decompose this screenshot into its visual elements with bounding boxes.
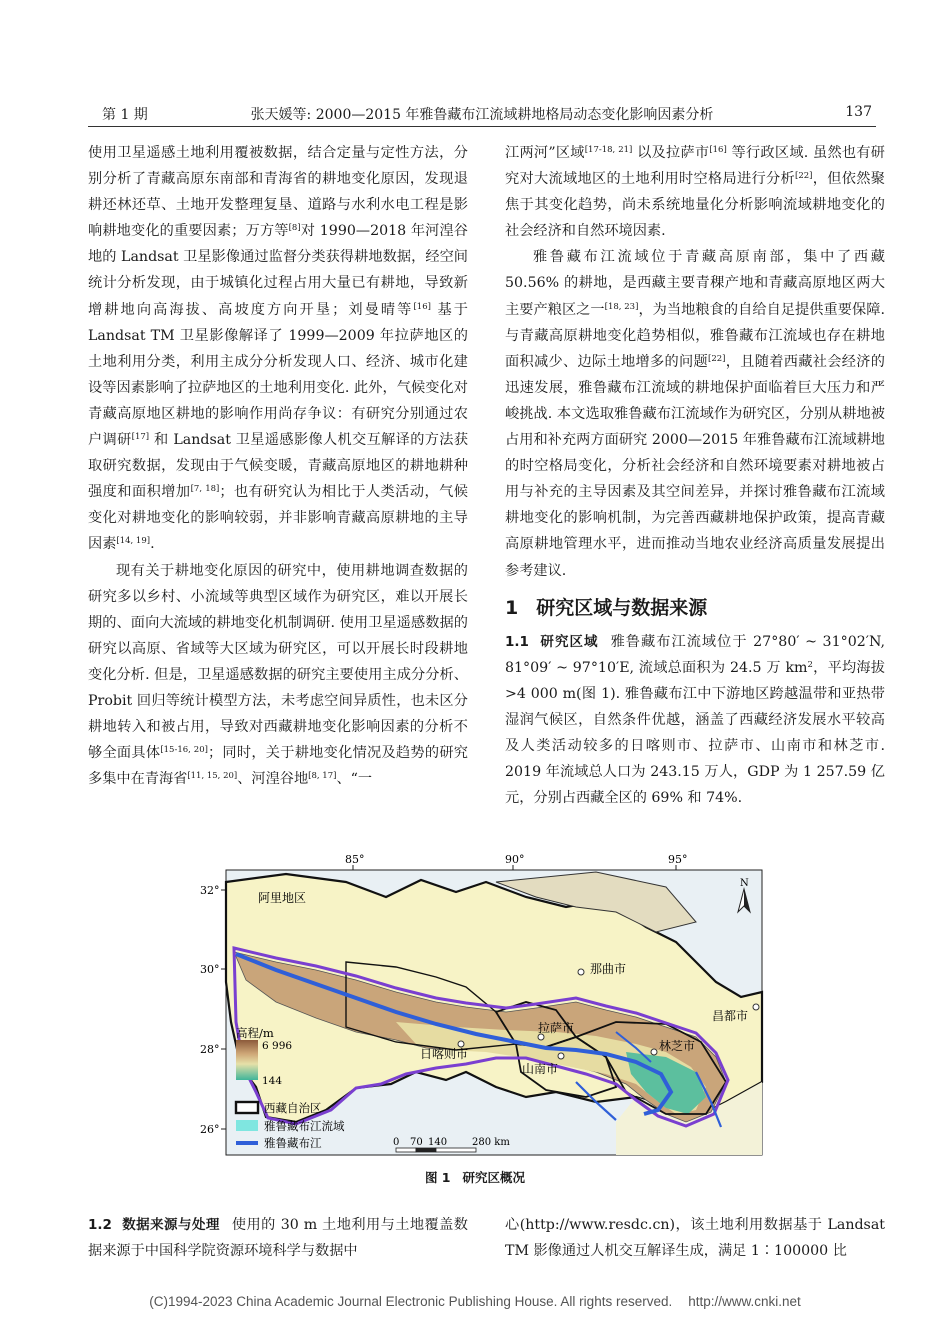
issue-number: 第 1 期: [102, 107, 148, 123]
bottom-left-column: [88, 1212, 468, 1264]
elevation-ramp: [236, 1040, 258, 1080]
text-run: 使用卫星遥感土地利用覆被数据，结合定量与定性方法，分别分析了青藏高原东南部和青海省的耕地变化原因，发现退耕还林还草、土地开发整理复垦、道路与水利水电工程是影响耕地变化的重要因素；万方等: [88, 145, 468, 240]
scale-segment: [396, 1148, 416, 1152]
copyright-text: (C)1994-2023 China Academic Journal Electronic Publishing House. All rights reserved.: [149, 1294, 673, 1309]
subsection-title: 数据来源与处理: [122, 1217, 220, 1233]
section-heading: [505, 593, 885, 623]
lat-label: 32°: [200, 884, 220, 897]
label-changdu: 昌都市: [712, 1009, 749, 1023]
text-run: 和 Landsat 卫星遥感影像人机交互解译的方法获取研究数据，发现由于气候变暖，青藏高原地区的耕地耕种强度和面积增加: [88, 432, 469, 501]
citation: [22]: [795, 171, 813, 182]
scale-label: 70: [410, 1137, 423, 1148]
scale-segment: [436, 1148, 476, 1152]
text-run: 江两河”区域: [505, 145, 585, 161]
running-header: [88, 102, 876, 127]
citation: [16]: [413, 301, 431, 312]
citation: [8, 17]: [308, 771, 337, 782]
paragraph: [505, 140, 885, 244]
text-run: ，但依然聚焦于其变化趋势，尚未系统地量化分析影响流域耕地变化的社会经济和自然环境因素.: [505, 171, 885, 240]
text-run: ，为当地粮食的自给自足提供重要保障. 与青藏高原耕地变化趋势相似，雅鲁藏布江流域也存在耕地面积减少、边际土地增多的问题: [505, 301, 885, 370]
text-run: ，平均海拔>4 000 m(图 1). 雅鲁藏布江中下游地区跨越温带和亚热带湿润气候区，自然条件优越，涵盖了西藏经济发展水平较高及人类活动较多的日喀则市、拉萨市、山南市和林芝市. 2019 年流域总人口为 243.15 万人，GDP 为 1 257.59 亿元，分别占西藏全区的 69% 和 74%.: [505, 659, 885, 807]
figure-caption: [0, 1168, 950, 1186]
right-column: [505, 140, 885, 811]
figure-number: 图 1: [424, 1170, 451, 1185]
text-run: ，且随着西藏社会经济的迅速发展，雅鲁藏布江流域的耕地保护面临着巨大压力和严峻挑战. 本文选取雅鲁藏布江流域作为研究区，分别从耕地被占用和补充两方面研究 2000—2015 年雅鲁藏布江流域耕地的时空格局变化，分析社会经济和自然环境要素对耕地被占用与补充的主导因素及其空间差异，并探讨雅鲁藏布江流域耕地变化的影响机制，为完善西藏耕地保护政策，提高青藏高原耕地管理水平，进而推动当地农业经济高质量发展提出参考建议.: [505, 353, 885, 579]
text-run: 雅鲁藏布江流域位于青藏高原南部，集中了西藏 50.56% 的耕地，是西藏主要青稞产地和青藏高原地区两大主要产粮区之一: [505, 249, 885, 318]
legend-label-river: 雅鲁藏布江: [264, 1136, 322, 1150]
lon-label: 90°: [505, 853, 525, 866]
figure-title: 研究区概况: [462, 1170, 526, 1185]
text-run: 心(http://www.resdc.cn)，该土地利用数据基于 Landsat TM 影像通过人机交互解译生成，满足 1∶100000 比: [505, 1217, 885, 1260]
text-run: 现有关于耕地变化原因的研究中，使用耕地调查数据的研究多以乡村、小流域等典型区域作为研究区，难以开展长期的、面向大流域的耕地变化机制调研. 使用卫星遥感数据的研究以高原、省域等大区域为研究区，可以开展长时段耕地变化分析. 但是，卫星遥感数据的研究主要使用主成分分析、Probit 回归等统计模型方法，未考虑空间异质性，也未区分耕地转入和被占用，导致对西藏耕地变化影响因素的分析不够全面具体: [88, 562, 468, 762]
lon-label: 85°: [345, 853, 365, 866]
study-area-map: [196, 852, 772, 1166]
text-run: ；也有研究认为相比于人类活动，气候变化对耕地变化的影响较弱，并非影响青藏高原耕地的主导因素: [88, 484, 468, 553]
paragraph: [505, 1212, 885, 1264]
text-run: 、河湟谷地: [237, 771, 309, 788]
label-shannan: 山南市: [522, 1062, 559, 1076]
elevation-max: 6 996: [262, 1040, 293, 1052]
paragraph: [505, 244, 885, 583]
lon-label: 95°: [668, 853, 688, 866]
changdu-point: [753, 1004, 759, 1010]
citation: [22]: [708, 353, 726, 364]
paragraph: [88, 558, 468, 793]
paragraph: [88, 1212, 468, 1264]
subsection-heading: [88, 1217, 220, 1233]
shannan-point: [558, 1053, 564, 1059]
text-run: 、“一: [336, 771, 373, 788]
paragraph: [505, 629, 885, 812]
bottom-right-column: [505, 1212, 885, 1264]
label-rikaze: 日喀则市: [420, 1047, 469, 1061]
lat-label: 28°: [200, 1043, 220, 1056]
subsection-title: 研究区域: [540, 633, 599, 650]
citation: [7, 18]: [190, 484, 220, 495]
subsection-number: 1.1: [505, 633, 529, 650]
citation: [11, 15, 20]: [187, 771, 238, 782]
legend-label-tibet: 西藏自治区: [264, 1101, 322, 1115]
page-number: 137: [845, 104, 872, 120]
citation: [8]: [288, 223, 301, 234]
paragraph: [88, 140, 468, 558]
subsection-heading: [505, 634, 599, 650]
label-ali: 阿里地区: [258, 891, 307, 905]
text-run: 基于 Landsat TM 卫星影像解译了 1999—2009 年拉萨地区的土地利用分类，利用主成分分析发现人口、经济、城市化建设等因素影响了拉萨地区的土地利用变化. 此外，气候变化对青藏高原地区耕地的影响作用尚存争议：有研究分别通过农户调研: [88, 301, 468, 449]
text-run: 等行政区域. 虽然也有研究对大流域地区的土地利用时空格局进行分析: [505, 145, 885, 188]
legend-label-basin: 雅鲁藏布江流域: [264, 1119, 345, 1133]
section-number: 1: [505, 596, 519, 619]
elevation-title: 高程/m: [236, 1026, 274, 1040]
scale-segment: [416, 1148, 436, 1152]
text-run: 雅鲁藏布江流域位于 27°80′ ~ 31°02′N, 81°09′ ~ 97°10′E, 流域总面积为 24.5 万 km: [505, 633, 885, 676]
text-run: ；同时，关于耕地变化情况及趋势的研究多集中在青海省: [88, 745, 468, 788]
text-run: 使用的 30 m 土地利用与土地覆盖数据来源于中国科学院资源环境科学与数据中: [88, 1217, 468, 1260]
legend-swatch-tibet: [236, 1102, 258, 1113]
subsection-number: 1.2: [88, 1217, 112, 1233]
lat-label: 26°: [200, 1123, 220, 1136]
citation: [15-16, 20]: [160, 745, 208, 756]
naqu-point: [578, 969, 584, 975]
lat-label: 30°: [200, 963, 220, 976]
scale-label: 140: [428, 1137, 448, 1148]
elevation-min: 144: [262, 1075, 283, 1087]
citation: [18, 23]: [604, 301, 639, 312]
scale-label: 0: [393, 1137, 400, 1148]
citation: [17]: [131, 432, 150, 443]
linzhi-point: [651, 1049, 657, 1055]
running-title: 张天媛等: 2000—2015 年雅鲁藏布江流域耕地格局动态变化影响因素分析: [250, 107, 714, 123]
map-svg: [196, 852, 772, 1166]
left-column: [88, 140, 468, 792]
text-run: .: [150, 536, 155, 553]
label-naqu: 那曲市: [590, 962, 627, 976]
label-linzhi: 林芝市: [659, 1039, 696, 1053]
text-run: 对 1990—2018 年河湟谷地的 Landsat 卫星影像通过监督分类获得耕地数据，经空间统计分析发现，由于城镇化过程占用大量已有耕地，导致新增耕地向高海拔、高坡度方向开垦；刘曼晴等: [88, 223, 468, 318]
citation: [17-18, 21]: [584, 145, 633, 155]
footer-url[interactable]: http://www.cnki.net: [688, 1294, 801, 1309]
north-label: N: [740, 878, 749, 889]
legend-swatch-basin: [236, 1120, 258, 1131]
label-lasa: 拉萨市: [538, 1021, 575, 1035]
scale-label: 280 km: [472, 1137, 510, 1148]
citation: [16]: [709, 145, 727, 155]
text-run: 以及拉萨市: [637, 145, 710, 161]
section-title: 研究区域与数据来源: [536, 596, 708, 619]
superscript: 2: [807, 659, 813, 670]
page-footer: [0, 1294, 950, 1309]
citation: [14, 19]: [116, 536, 151, 547]
